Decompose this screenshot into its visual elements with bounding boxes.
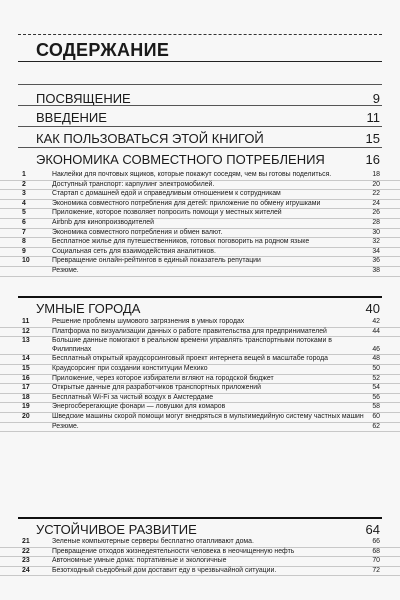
entry-page: 62 [372, 422, 380, 430]
entry-page: 50 [372, 364, 380, 372]
entry-title: Бесплатный открытый краудсорсинговый проект интернета вещей в масштабе города [52, 355, 328, 363]
heading-page: 11 [366, 110, 380, 125]
entry-number: 23 [22, 557, 30, 565]
entry-title: Бесплатное жилье для путешественников, готовых поговорить на родном языке [52, 238, 310, 246]
entry-number: 5 [22, 209, 26, 217]
entry-number: 13 [22, 337, 30, 345]
entry-number: 4 [22, 199, 26, 207]
entry-page: 36 [372, 257, 380, 265]
entry-number: 7 [22, 228, 26, 236]
entry-page: 48 [372, 355, 380, 363]
heading-title: КАК ПОЛЬЗОВАТЬСЯ ЭТОЙ КНИГОЙ [36, 131, 264, 146]
entry-page: 20 [372, 180, 380, 188]
entry-title: Резюме. [52, 266, 79, 274]
section-title: УСТОЙЧИВОЕ РАЗВИТИЕ [36, 522, 197, 537]
entry-title: Большие данные помогают в реальном времени управлять транспортными потоками в Филиппинах [52, 337, 332, 353]
entry-page: 38 [372, 266, 380, 274]
entry-number: 14 [22, 355, 30, 363]
toc-entry[interactable] [0, 209, 400, 219]
entry-title: Бесплатный Wi-Fi за чистый воздух в Амстердаме [52, 393, 214, 401]
entry-page: 68 [372, 547, 380, 555]
entry-number: 8 [22, 238, 26, 246]
entry-page: 26 [372, 209, 380, 217]
entry-title: Превращение онлайн-рейтингов в единый показатель репутации [52, 257, 261, 265]
toc-entry-summary[interactable] [0, 267, 400, 277]
entry-title: Автономные умные дома: портативные и экологичные [52, 557, 227, 565]
entry-title: Безотходный съедобный дом доставит еду в чрезвычайной ситуации. [52, 566, 277, 574]
entry-page: 44 [372, 327, 380, 335]
entry-number: 2 [22, 180, 26, 188]
entry-number: 10 [22, 257, 30, 265]
entry-title: Краудсорсинг при создании конституции Мехико [52, 364, 208, 372]
toc-entry[interactable] [0, 384, 400, 394]
entry-page: 30 [372, 228, 380, 236]
toc-entry-summary[interactable] [0, 423, 400, 433]
toc-entry[interactable] [0, 219, 400, 229]
section-title: УМНЫЕ ГОРОДА [36, 301, 141, 316]
heading-page: 9 [372, 91, 380, 106]
entry-page: 34 [372, 247, 380, 255]
entry-title: Экономика совместного потребления для детей: приложение по обмену игрушками [52, 199, 321, 207]
page-title: СОДЕРЖАНИЕ [36, 40, 170, 60]
entry-page: 58 [372, 403, 380, 411]
heading-page: 15 [365, 131, 380, 146]
title-bottom-rule [18, 61, 382, 62]
entry-page: 46 [372, 345, 380, 353]
section-page: 40 [365, 301, 380, 316]
heading-rule [18, 105, 382, 106]
toc-entry[interactable] [0, 355, 400, 365]
entry-page: 70 [372, 557, 380, 565]
toc-entry[interactable] [0, 337, 400, 355]
entry-title: Приложение, которое позволяет попросить помощи у местных жителей [52, 209, 282, 217]
section-entries-smart-cities [0, 318, 400, 432]
section-rule [18, 147, 382, 148]
entry-number: 9 [22, 247, 26, 255]
entry-title: Шведские машины скорой помощи могут внедряться в мультимедийную систему частных машин [52, 412, 364, 420]
entry-page: 42 [372, 318, 380, 325]
entry-page: 56 [372, 393, 380, 401]
toc-entry[interactable] [0, 318, 400, 328]
entry-number: 3 [22, 190, 26, 198]
toc-entry[interactable] [0, 413, 400, 423]
entry-number: 17 [22, 384, 30, 392]
toc-entry[interactable] [0, 567, 400, 577]
entry-title: Доступный транспорт: карпулинг электромобилей. [52, 180, 215, 188]
entry-number: 24 [22, 566, 30, 574]
heading-title: ПОСВЯЩЕНИЕ [36, 91, 131, 106]
toc-entry[interactable] [0, 375, 400, 385]
toc-entry[interactable] [0, 181, 400, 191]
toc-entry[interactable] [0, 257, 400, 267]
entry-title: Приложение, через которое избиратели вгляют на городской бюджет [52, 374, 274, 382]
entry-page: 66 [372, 538, 380, 545]
toc-entry[interactable] [0, 538, 400, 548]
entry-page: 28 [372, 218, 380, 226]
toc-entry[interactable] [0, 394, 400, 404]
entry-page: 32 [372, 238, 380, 246]
heading-rule [18, 126, 382, 127]
toc-entry[interactable] [0, 238, 400, 248]
toc-entry[interactable] [0, 328, 400, 338]
entry-number: 11 [22, 318, 30, 325]
toc-entry[interactable] [0, 171, 400, 181]
entry-title: Стартап с домашней едой и справедливым отношением к сотрудникам [52, 190, 281, 198]
entry-page: 22 [372, 190, 380, 198]
entry-number: 21 [22, 538, 30, 545]
entry-page: 18 [372, 171, 380, 178]
title-top-rule [18, 34, 382, 35]
heading-rule [18, 84, 382, 85]
entry-number: 12 [22, 327, 30, 335]
entry-page: 52 [372, 374, 380, 382]
entry-page: 72 [372, 566, 380, 574]
toc-entry[interactable] [0, 248, 400, 258]
entry-title: Социальная сеть для взаимодействия аналитиков. [52, 247, 216, 255]
toc-entry[interactable] [0, 548, 400, 558]
entry-title: Airbnb для кинопроизводителей [52, 218, 154, 226]
section-page: 16 [365, 152, 380, 167]
entry-number: 22 [22, 547, 30, 555]
entry-title: Наклейки для почтовых ящиков, которые покажут соседям, чем вы готовы поделиться. [52, 171, 332, 178]
section-page: 64 [365, 522, 380, 537]
entry-page: 54 [372, 384, 380, 392]
section-entries-sharing-economy [0, 171, 400, 277]
toc-entry[interactable] [0, 403, 400, 413]
toc-entry[interactable] [0, 365, 400, 375]
entry-number: 19 [22, 403, 30, 411]
entry-page: 60 [372, 412, 380, 420]
section-title: ЭКОНОМИКА СОВМЕСТНОГО ПОТРЕБЛЕНИЯ [36, 152, 325, 167]
entry-title: Платформа по визуализации данных о работе правительства для предпринимателей [52, 327, 327, 335]
toc-entry[interactable] [0, 229, 400, 239]
entry-title: Зеленые компьютерные серверы бесплатно отапливают дома. [52, 538, 254, 545]
entry-title: Превращение отходов жизнедеятельности человека в неочищенную нефть [52, 547, 295, 555]
entry-number: 16 [22, 374, 30, 382]
toc-entry[interactable] [0, 557, 400, 567]
section-rule [18, 517, 382, 519]
toc-entry[interactable] [0, 190, 400, 200]
section-entries-sustainable-development [0, 538, 400, 576]
entry-number: 18 [22, 393, 30, 401]
entry-number: 20 [22, 412, 30, 420]
entry-title: Решение проблемы шумового загрязнения в умных городах [52, 318, 245, 325]
toc-entry[interactable] [0, 200, 400, 210]
entry-title: Экономика совместного потребления и обмен валют. [52, 228, 223, 236]
entry-number: 6 [22, 218, 26, 226]
entry-number: 15 [22, 364, 30, 372]
entry-title: Открытые данные для разработчиков транспортных приложений [52, 384, 261, 392]
heading-title: ВВЕДЕНИЕ [36, 110, 107, 125]
entry-title: Энергосберегающие фонари — ловушки для комаров [52, 403, 226, 411]
entry-title: Резюме. [52, 422, 79, 430]
entry-page: 24 [372, 199, 380, 207]
section-rule [18, 296, 382, 298]
entry-number: 1 [22, 171, 26, 178]
